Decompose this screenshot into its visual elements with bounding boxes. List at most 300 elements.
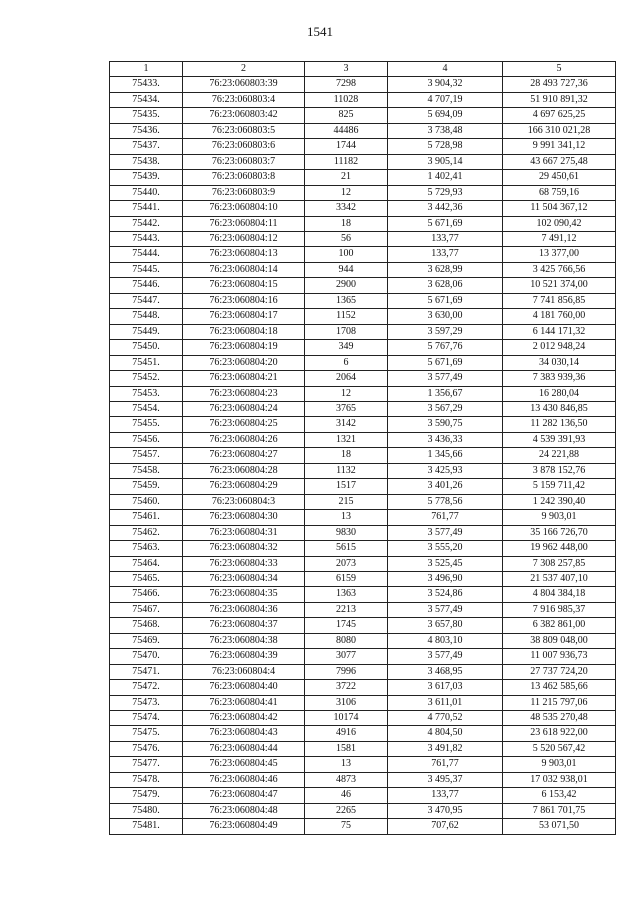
row-number-cell: 75465. [110,571,183,586]
unit-value-cell: 4 770,52 [388,711,503,726]
area-cell: 7996 [305,664,388,679]
area-cell: 1744 [305,139,388,154]
table-row [110,432,616,447]
table-row [110,571,616,586]
row-number-cell: 75467. [110,602,183,617]
unit-value-cell: 3 628,99 [388,262,503,277]
area-cell: 3106 [305,695,388,710]
unit-value-cell: 3 597,29 [388,324,503,339]
cadastral-number-cell: 76:23:060804:13 [183,247,305,262]
row-number-cell: 75442. [110,216,183,231]
area-cell: 1132 [305,463,388,478]
unit-value-cell: 3 555,20 [388,541,503,556]
table-row [110,201,616,216]
cadastral-value-cell: 3 425 766,56 [503,262,616,277]
row-number-cell: 75459. [110,479,183,494]
row-number-cell: 75456. [110,432,183,447]
cadastral-number-cell: 76:23:060804:30 [183,510,305,525]
cadastral-number-cell: 76:23:060803:4 [183,92,305,107]
cadastral-number-cell: 76:23:060804:35 [183,587,305,602]
cadastral-value-cell: 43 667 275,48 [503,154,616,169]
cadastral-value-cell: 3 878 152,76 [503,463,616,478]
area-cell: 56 [305,231,388,246]
unit-value-cell: 3 738,48 [388,123,503,138]
cadastral-number-cell: 76:23:060804:37 [183,618,305,633]
unit-value-cell: 3 468,95 [388,664,503,679]
cadastral-value-cell: 11 007 936,73 [503,649,616,664]
area-cell: 1708 [305,324,388,339]
table-row [110,757,616,772]
column-header-4: 4 [388,62,503,77]
cadastral-value-cell: 17 032 938,01 [503,772,616,787]
table-row [110,819,616,834]
cadastral-number-cell: 76:23:060804:45 [183,757,305,772]
unit-value-cell: 5 671,69 [388,293,503,308]
cadastral-value-cell: 11 215 797,06 [503,695,616,710]
cadastral-value-cell: 11 504 367,12 [503,201,616,216]
row-number-cell: 75433. [110,77,183,92]
area-cell: 12 [305,386,388,401]
unit-value-cell: 3 525,45 [388,556,503,571]
cadastral-value-cell: 34 030,14 [503,355,616,370]
table-row [110,602,616,617]
table-row [110,154,616,169]
area-cell: 1745 [305,618,388,633]
row-number-cell: 75444. [110,247,183,262]
table-row [110,247,616,262]
row-number-cell: 75439. [110,170,183,185]
cadastral-value-cell: 53 071,50 [503,819,616,834]
area-cell: 21 [305,170,388,185]
area-cell: 1152 [305,309,388,324]
column-header-3: 3 [305,62,388,77]
table-row [110,680,616,695]
area-cell: 9830 [305,525,388,540]
row-number-cell: 75440. [110,185,183,200]
unit-value-cell: 3 590,75 [388,417,503,432]
unit-value-cell: 3 577,49 [388,525,503,540]
area-cell: 6159 [305,571,388,586]
cadastral-value-cell: 7 861 701,75 [503,803,616,818]
area-cell: 75 [305,819,388,834]
row-number-cell: 75481. [110,819,183,834]
unit-value-cell: 3 436,33 [388,432,503,447]
unit-value-cell: 3 611,01 [388,695,503,710]
row-number-cell: 75472. [110,680,183,695]
cadastral-number-cell: 76:23:060804:27 [183,448,305,463]
unit-value-cell: 3 617,03 [388,680,503,695]
cadastral-number-cell: 76:23:060804:28 [183,463,305,478]
cadastral-number-cell: 76:23:060804:21 [183,371,305,386]
table-row [110,541,616,556]
unit-value-cell: 3 904,32 [388,77,503,92]
cadastral-value-cell: 9 991 341,12 [503,139,616,154]
table-header-row [110,62,616,77]
unit-value-cell: 133,77 [388,231,503,246]
cadastral-value-cell: 6 382 861,00 [503,618,616,633]
row-number-cell: 75445. [110,262,183,277]
area-cell: 825 [305,108,388,123]
cadastral-number-cell: 76:23:060804:24 [183,401,305,416]
table-row [110,417,616,432]
row-number-cell: 75471. [110,664,183,679]
table-row [110,340,616,355]
table-row [110,772,616,787]
unit-value-cell: 1 356,67 [388,386,503,401]
area-cell: 2064 [305,371,388,386]
row-number-cell: 75452. [110,371,183,386]
table-row [110,494,616,509]
column-header-5: 5 [503,62,616,77]
table-row [110,216,616,231]
cadastral-value-cell: 29 450,61 [503,170,616,185]
cadastral-value-cell: 68 759,16 [503,185,616,200]
cadastral-value-cell: 38 809 048,00 [503,633,616,648]
cadastral-value-cell: 6 144 171,32 [503,324,616,339]
area-cell: 2265 [305,803,388,818]
cadastral-value-cell: 51 910 891,32 [503,92,616,107]
unit-value-cell: 3 425,93 [388,463,503,478]
unit-value-cell: 4 803,10 [388,633,503,648]
cadastral-value-cell: 9 903,01 [503,757,616,772]
row-number-cell: 75443. [110,231,183,246]
row-number-cell: 75468. [110,618,183,633]
area-cell: 5615 [305,541,388,556]
cadastral-value-cell: 6 153,42 [503,788,616,803]
table-row [110,401,616,416]
unit-value-cell: 761,77 [388,757,503,772]
table-row [110,355,616,370]
row-number-cell: 75434. [110,92,183,107]
table-row [110,309,616,324]
unit-value-cell: 3 442,36 [388,201,503,216]
table-row [110,525,616,540]
cadastral-value-cell: 35 166 726,70 [503,525,616,540]
table-row [110,510,616,525]
row-number-cell: 75458. [110,463,183,478]
table-row [110,123,616,138]
unit-value-cell: 3 567,29 [388,401,503,416]
cadastral-value-cell: 166 310 021,28 [503,123,616,138]
area-cell: 18 [305,448,388,463]
area-cell: 11182 [305,154,388,169]
cadastral-value-cell: 5 520 567,42 [503,741,616,756]
cadastral-value-cell: 102 090,42 [503,216,616,231]
unit-value-cell: 3 401,26 [388,479,503,494]
cadastral-value-table [109,61,616,835]
cadastral-value-cell: 4 181 760,00 [503,309,616,324]
row-number-cell: 75438. [110,154,183,169]
unit-value-cell: 3 628,06 [388,278,503,293]
cadastral-number-cell: 76:23:060804:4 [183,664,305,679]
cadastral-number-cell: 76:23:060804:42 [183,711,305,726]
cadastral-number-cell: 76:23:060804:47 [183,788,305,803]
table-row [110,463,616,478]
area-cell: 3722 [305,680,388,695]
cadastral-value-cell: 11 282 136,50 [503,417,616,432]
row-number-cell: 75462. [110,525,183,540]
unit-value-cell: 3 495,37 [388,772,503,787]
table-row [110,695,616,710]
cadastral-number-cell: 76:23:060803:39 [183,77,305,92]
unit-value-cell: 761,77 [388,510,503,525]
cadastral-value-cell: 7 383 939,36 [503,371,616,386]
area-cell: 12 [305,185,388,200]
row-number-cell: 75475. [110,726,183,741]
cadastral-value-cell: 19 962 448,00 [503,541,616,556]
row-number-cell: 75453. [110,386,183,401]
table-row [110,371,616,386]
table-row [110,386,616,401]
area-cell: 10174 [305,711,388,726]
row-number-cell: 75449. [110,324,183,339]
cadastral-value-cell: 5 159 711,42 [503,479,616,494]
area-cell: 1517 [305,479,388,494]
row-number-cell: 75466. [110,587,183,602]
cadastral-number-cell: 76:23:060804:25 [183,417,305,432]
area-cell: 215 [305,494,388,509]
unit-value-cell: 3 496,90 [388,571,503,586]
cadastral-number-cell: 76:23:060804:39 [183,649,305,664]
unit-value-cell: 3 630,00 [388,309,503,324]
area-cell: 2213 [305,602,388,617]
area-cell: 44486 [305,123,388,138]
column-header-2: 2 [183,62,305,77]
unit-value-cell: 3 491,82 [388,741,503,756]
cadastral-value-cell: 2 012 948,24 [503,340,616,355]
table-row [110,278,616,293]
cadastral-number-cell: 76:23:060804:11 [183,216,305,231]
cadastral-value-cell: 7 916 985,37 [503,602,616,617]
cadastral-value-cell: 7 491,12 [503,231,616,246]
cadastral-value-cell: 16 280,04 [503,386,616,401]
cadastral-number-cell: 76:23:060803:7 [183,154,305,169]
cadastral-value-cell: 24 221,88 [503,448,616,463]
cadastral-number-cell: 76:23:060804:49 [183,819,305,834]
cadastral-value-cell: 4 697 625,25 [503,108,616,123]
cadastral-value-cell: 9 903,01 [503,510,616,525]
cadastral-number-cell: 76:23:060804:14 [183,262,305,277]
row-number-cell: 75464. [110,556,183,571]
table-row [110,139,616,154]
row-number-cell: 75451. [110,355,183,370]
row-number-cell: 75463. [110,541,183,556]
row-number-cell: 75448. [110,309,183,324]
table-row [110,726,616,741]
cadastral-number-cell: 76:23:060804:15 [183,278,305,293]
unit-value-cell: 133,77 [388,788,503,803]
table-row [110,788,616,803]
row-number-cell: 75460. [110,494,183,509]
area-cell: 3342 [305,201,388,216]
area-cell: 18 [305,216,388,231]
row-number-cell: 75441. [110,201,183,216]
row-number-cell: 75435. [110,108,183,123]
cadastral-number-cell: 76:23:060804:29 [183,479,305,494]
cadastral-number-cell: 76:23:060803:6 [183,139,305,154]
column-header-1: 1 [110,62,183,77]
area-cell: 11028 [305,92,388,107]
unit-value-cell: 1 402,41 [388,170,503,185]
row-number-cell: 75478. [110,772,183,787]
table-row [110,324,616,339]
table-row [110,293,616,308]
cadastral-number-cell: 76:23:060804:33 [183,556,305,571]
area-cell: 3142 [305,417,388,432]
page-number: 1541 [307,24,333,39]
cadastral-number-cell: 76:23:060804:19 [183,340,305,355]
unit-value-cell: 1 345,66 [388,448,503,463]
cadastral-number-cell: 76:23:060803:5 [183,123,305,138]
table-row [110,185,616,200]
row-number-cell: 75447. [110,293,183,308]
area-cell: 2900 [305,278,388,293]
unit-value-cell: 3 577,49 [388,649,503,664]
area-cell: 1581 [305,741,388,756]
table-row [110,108,616,123]
row-number-cell: 75454. [110,401,183,416]
cadastral-number-cell: 76:23:060804:18 [183,324,305,339]
row-number-cell: 75446. [110,278,183,293]
cadastral-number-cell: 76:23:060804:12 [183,231,305,246]
row-number-cell: 75474. [110,711,183,726]
row-number-cell: 75473. [110,695,183,710]
row-number-cell: 75437. [110,139,183,154]
table-row [110,587,616,602]
area-cell: 13 [305,510,388,525]
cadastral-number-cell: 76:23:060804:46 [183,772,305,787]
cadastral-number-cell: 76:23:060804:34 [183,571,305,586]
cadastral-value-cell: 13 430 846,85 [503,401,616,416]
table-row [110,711,616,726]
table-row [110,77,616,92]
cadastral-value-cell: 13 377,00 [503,247,616,262]
cadastral-number-cell: 76:23:060804:48 [183,803,305,818]
cadastral-number-cell: 76:23:060804:36 [183,602,305,617]
area-cell: 349 [305,340,388,355]
cadastral-number-cell: 76:23:060804:20 [183,355,305,370]
cadastral-number-cell: 76:23:060804:3 [183,494,305,509]
cadastral-value-cell: 28 493 727,36 [503,77,616,92]
cadastral-number-cell: 76:23:060804:10 [183,201,305,216]
cadastral-number-cell: 76:23:060803:9 [183,185,305,200]
row-number-cell: 75479. [110,788,183,803]
cadastral-number-cell: 76:23:060803:8 [183,170,305,185]
table-row [110,741,616,756]
row-number-cell: 75480. [110,803,183,818]
unit-value-cell: 5 671,69 [388,355,503,370]
table-row [110,664,616,679]
cadastral-value-cell: 48 535 270,48 [503,711,616,726]
row-number-cell: 75476. [110,741,183,756]
unit-value-cell: 3 577,49 [388,602,503,617]
table-row [110,448,616,463]
area-cell: 2073 [305,556,388,571]
area-cell: 46 [305,788,388,803]
table-row [110,633,616,648]
cadastral-value-cell: 21 537 407,10 [503,571,616,586]
cadastral-value-cell: 13 462 585,66 [503,680,616,695]
area-cell: 1363 [305,587,388,602]
cadastral-value-cell: 10 521 374,00 [503,278,616,293]
area-cell: 1321 [305,432,388,447]
unit-value-cell: 3 657,80 [388,618,503,633]
cadastral-number-cell: 76:23:060804:32 [183,541,305,556]
cadastral-value-cell: 27 737 724,20 [503,664,616,679]
table-row [110,231,616,246]
unit-value-cell: 4 707,19 [388,92,503,107]
unit-value-cell: 3 577,49 [388,371,503,386]
unit-value-cell: 3 524,86 [388,587,503,602]
cadastral-value-cell: 23 618 922,00 [503,726,616,741]
cadastral-number-cell: 76:23:060804:40 [183,680,305,695]
row-number-cell: 75455. [110,417,183,432]
unit-value-cell: 5 767,76 [388,340,503,355]
unit-value-cell: 5 728,98 [388,139,503,154]
area-cell: 3765 [305,401,388,416]
unit-value-cell: 5 671,69 [388,216,503,231]
cadastral-number-cell: 76:23:060804:23 [183,386,305,401]
row-number-cell: 75470. [110,649,183,664]
unit-value-cell: 4 804,50 [388,726,503,741]
cadastral-value-cell: 7 308 257,85 [503,556,616,571]
cadastral-number-cell: 76:23:060804:16 [183,293,305,308]
row-number-cell: 75461. [110,510,183,525]
area-cell: 4873 [305,772,388,787]
area-cell: 6 [305,355,388,370]
unit-value-cell: 707,62 [388,819,503,834]
unit-value-cell: 133,77 [388,247,503,262]
row-number-cell: 75477. [110,757,183,772]
table-row [110,92,616,107]
row-number-cell: 75469. [110,633,183,648]
unit-value-cell: 5 729,93 [388,185,503,200]
row-number-cell: 75450. [110,340,183,355]
table-body [110,62,616,835]
table-row [110,479,616,494]
cadastral-number-cell: 76:23:060804:31 [183,525,305,540]
table-row [110,803,616,818]
cadastral-number-cell: 76:23:060804:44 [183,741,305,756]
cadastral-value-cell: 7 741 856,85 [503,293,616,308]
cadastral-number-cell: 76:23:060804:17 [183,309,305,324]
cadastral-value-cell: 4 539 391,93 [503,432,616,447]
row-number-cell: 75436. [110,123,183,138]
cadastral-number-cell: 76:23:060804:41 [183,695,305,710]
area-cell: 8080 [305,633,388,648]
area-cell: 944 [305,262,388,277]
unit-value-cell: 3 470,95 [388,803,503,818]
area-cell: 100 [305,247,388,262]
row-number-cell: 75457. [110,448,183,463]
unit-value-cell: 5 778,56 [388,494,503,509]
cadastral-number-cell: 76:23:060804:43 [183,726,305,741]
table-row [110,262,616,277]
cadastral-number-cell: 76:23:060804:26 [183,432,305,447]
cadastral-value-cell: 4 804 384,18 [503,587,616,602]
unit-value-cell: 3 905,14 [388,154,503,169]
area-cell: 3077 [305,649,388,664]
cadastral-number-cell: 76:23:060804:38 [183,633,305,648]
table-row [110,556,616,571]
cadastral-number-cell: 76:23:060803:42 [183,108,305,123]
area-cell: 4916 [305,726,388,741]
area-cell: 1365 [305,293,388,308]
table-row [110,649,616,664]
area-cell: 13 [305,757,388,772]
unit-value-cell: 5 694,09 [388,108,503,123]
cadastral-value-cell: 1 242 390,40 [503,494,616,509]
